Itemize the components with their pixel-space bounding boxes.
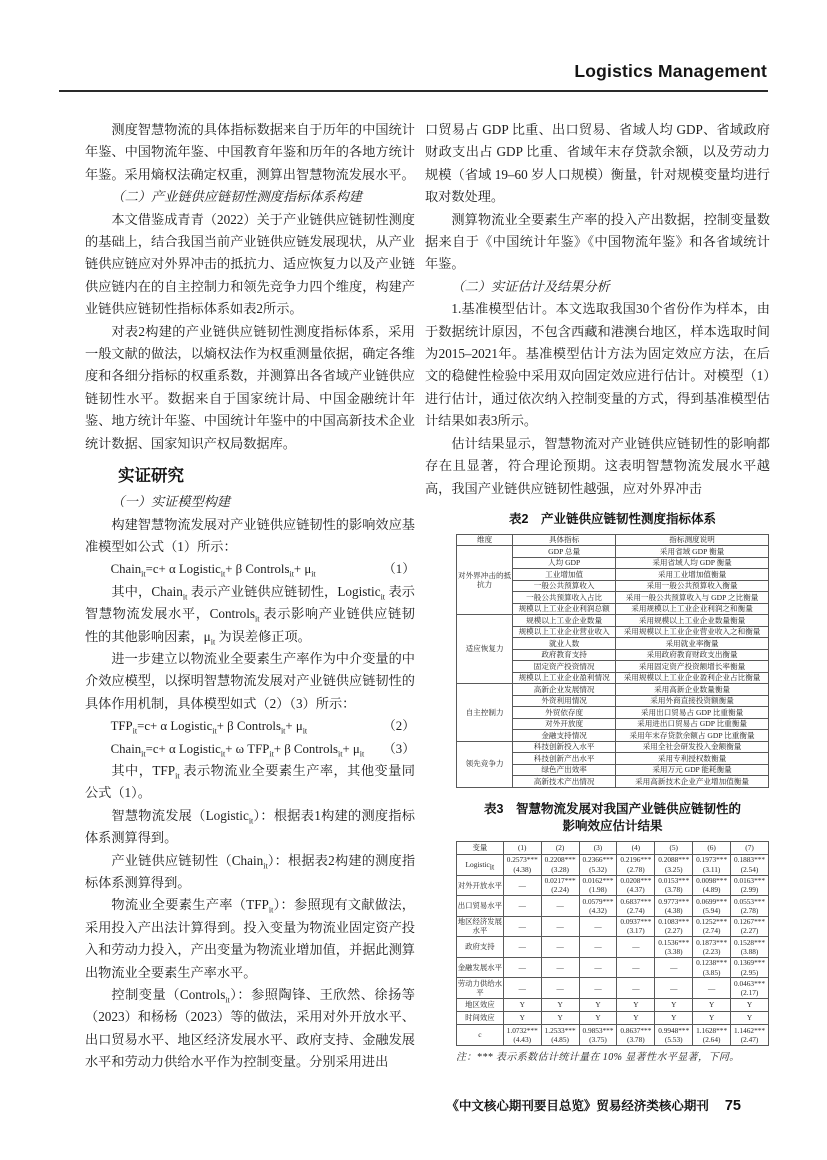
value-cell: — (617, 957, 655, 978)
indicator-cell: 规模以上工业企业利润总额 (513, 603, 616, 615)
table3-caption (456, 801, 769, 835)
equation-1 (85, 558, 415, 580)
column-header: (1) (503, 841, 541, 854)
variable-cell: 对外开放水平 (457, 875, 504, 896)
coefficient-cell: 0.1883*** (2.54) (731, 854, 769, 875)
dimension-cell: 领先竞争力 (457, 741, 513, 787)
paragraph: 1.基准模型估计。本文选取我国30个省份作为样本，由于数据统计原因，不包含西藏和港澳台地区，样本选取时间为2015–2021年。基准模型估计方法为固定效应方法，在后文的稳健性检验中采用双向固定效应进行估计。对模型（1）进行估计，通过依次纳入控制变量的方式，得到基准模型估计结果如表3所示。 (425, 301, 770, 429)
coefficient-cell: 1.1462*** (2.47) (731, 1025, 769, 1046)
indicator-cell: 金融支持情况 (513, 730, 616, 742)
coefficient-cell: 0.1973*** (3.11) (693, 854, 731, 875)
indicator-cell: 规模以上工业企业数量 (513, 615, 616, 627)
indicator-cell: 外资利用情况 (513, 695, 616, 707)
coefficient-cell: 0.1528*** (3.88) (731, 937, 769, 958)
table2-body (457, 546, 769, 788)
coefficient-cell: 0.0579*** (4.32) (579, 896, 617, 917)
value-cell: — (503, 937, 541, 958)
paragraph: 物流业全要素生产率$(TFP_{it})$：参照现有文献做法，采用投入产出法计算得到。投入变量为物流业固定资产投入和劳动力投入，产出变量为物流业增加值，并据此测算出物流业全要素生产率水平。 (85, 897, 415, 980)
paragraph: 估计结果显示，智慧物流对产业链供应链韧性的影响都存在且显著，符合理论预期。这表明智慧物流发展水平越高，我国产业链供应链韧性越强，应对外界冲击 (425, 435, 770, 496)
variable-cell: 金融发展水平 (457, 957, 504, 978)
equation-number: （1） (383, 562, 415, 577)
coefficient-cell: 0.0463*** (2.17) (731, 978, 769, 999)
coefficient-cell: 0.1536*** (3.38) (655, 937, 693, 958)
coefficient-cell: 0.1252*** (2.74) (693, 916, 731, 937)
measure-cell: 采用全社会研发投入金额衡量 (616, 741, 769, 753)
measure-cell: 采用高新企业数量衡量 (616, 684, 769, 696)
value-cell: — (579, 916, 617, 937)
table-row (457, 957, 769, 978)
indicator-cell: 外贸依存度 (513, 707, 616, 719)
equation-3 (85, 738, 415, 760)
equation-body: $TFP_{it}=c+ \alpha$ Logistic$_{it}$+ β Controls$_{it}$+ $\mu_{it}$ (110, 719, 308, 736)
indicator-cell: 规模以上工业企业营业收入 (513, 626, 616, 638)
table-row (457, 999, 769, 1012)
coefficient-cell: 1.1628*** (2.64) (693, 1025, 731, 1046)
value-cell: — (655, 957, 693, 978)
coefficient-cell: 0.0162*** (1.98) (579, 875, 617, 896)
coefficient-cell: 0.9853*** (3.75) (579, 1025, 617, 1046)
paragraph: 本文借鉴成青青（2022）关于产业链供应链韧性测度的基础上，结合我国当前产业链供应链发展现状，从产业链供应链应对外界冲击的抵抗力、适应恢复力以及产业链供应链内在的自主控制力和领先竞争力四个维度，构建产业链供应链韧性指标体系如表2所示。 (85, 211, 415, 317)
paragraph: 口贸易占 GDP 比重、出口贸易、省域人均 GDP、省域政府财政支出占 GDP 比重、省域年末存贷款余额，以及劳动力规模（省域 19–60 岁人口规模）衡量，针对规模变量均进行取对数处理。 (425, 122, 770, 205)
indicator-cell: 科技创新投入水平 (513, 741, 616, 753)
value-cell: Y (731, 1012, 769, 1025)
value-cell: — (655, 978, 693, 999)
table3-note: 注：*** 表示系数估计统计量在 10% 显著性水平显著，下同。 (456, 1051, 740, 1063)
table-row (457, 1025, 769, 1046)
dimension-cell: 适应恢复力 (457, 615, 513, 684)
measure-cell: 采用外商直接投资额衡量 (616, 695, 769, 707)
tables-zone (456, 511, 769, 1065)
value-cell: — (579, 957, 617, 978)
paragraph: 产业链供应链韧性（Chain$_{it}$）：根据表2构建的测度指标体系测算得到。 (85, 852, 416, 890)
subsection-heading: （一）实证模型构建 (111, 494, 231, 510)
dimension-cell: 对外界冲击的抵抗力 (457, 546, 513, 615)
paragraph: 测算物流业全要素生产率的投入产出数据，控制变量数据来自于《中国统计年鉴》《中国物流年鉴》和各省域统计年鉴。 (425, 211, 770, 272)
coefficient-cell: 0.8637*** (3.78) (617, 1025, 655, 1046)
value-cell: Y (655, 1012, 693, 1025)
left-column (85, 119, 415, 1074)
variable-cell: 地区效应 (457, 999, 504, 1012)
column-header: (5) (655, 841, 693, 854)
paragraph: 构建智慧物流发展对产业链供应链韧性的影响效应基准模型如公式（1）所示： (85, 516, 415, 554)
coefficient-cell: 0.2088*** (3.25) (655, 854, 693, 875)
coefficient-cell: 0.0163*** (2.99) (731, 875, 769, 896)
paragraph: 智慧物流发展（Logistic$_{it}$）：根据表1构建的测度指标体系测算得到。 (85, 807, 415, 846)
value-cell: Y (503, 1012, 541, 1025)
table-row (457, 741, 769, 753)
coefficient-cell: 0.6837*** (2.74) (617, 896, 655, 917)
column-header: 变量 (457, 841, 504, 854)
table-row (457, 684, 769, 696)
coefficient-cell: 0.0937*** (3.17) (617, 916, 655, 937)
table2-header-row (457, 534, 769, 546)
footer (446, 1096, 741, 1114)
value-cell: Y (579, 1012, 617, 1025)
measure-cell: 采用政府教育财政支出衡量 (616, 649, 769, 661)
coefficient-cell: 1.0732*** (4.43) (503, 1025, 541, 1046)
header-rule (59, 90, 768, 92)
coefficient-cell: 0.1873*** (2.23) (693, 937, 731, 958)
coefficient-cell: 0.2208*** (3.28) (541, 854, 579, 875)
table-row (457, 615, 769, 627)
indicator-cell: 高新技术产出情况 (513, 776, 616, 788)
measure-cell: 采用年末存贷款余额占 GDP 比重衡量 (616, 730, 769, 742)
measure-cell: 采用一般公共预算收入与 GDP 之比衡量 (616, 592, 769, 604)
value-cell: — (541, 916, 579, 937)
value-cell: — (503, 916, 541, 937)
table3-caption-line2: 影响效应估计结果 (562, 818, 663, 833)
measure-cell: 采用规模以上工业企业盈利企业占比衡量 (616, 672, 769, 684)
coefficient-cell: 0.0153*** (3.78) (655, 875, 693, 896)
section-heading: 实证研究 (118, 467, 184, 486)
indicator-cell: 工业增加值 (513, 569, 616, 581)
table-row (457, 1012, 769, 1025)
coefficient-cell: 0.0553*** (2.78) (731, 896, 769, 917)
value-cell: Y (503, 999, 541, 1012)
value-cell: — (541, 937, 579, 958)
value-cell: — (541, 957, 579, 978)
journal-info: 《中文核心期刊要目总览》贸易经济类核心期刊 (446, 1099, 709, 1113)
coefficient-cell: 0.2196*** (2.78) (617, 854, 655, 875)
indicator-cell: 高新企业发展情况 (513, 684, 616, 696)
column-header: (6) (693, 841, 731, 854)
variable-cell: 出口贸易水平 (457, 896, 504, 917)
column-header: (3) (579, 841, 617, 854)
measure-cell: 采用省域人均 GDP 衡量 (616, 557, 769, 569)
dimension-cell: 自主控制力 (457, 684, 513, 742)
right-column (425, 119, 770, 1065)
coefficient-cell: 0.1369*** (2.95) (731, 957, 769, 978)
measure-cell: 采用进出口贸易占 GDP 比重衡量 (616, 718, 769, 730)
value-cell: Y (655, 999, 693, 1012)
measure-cell: 采用一般公共预算收入衡量 (616, 580, 769, 592)
measure-cell: 采用出口贸易占 GDP 比重衡量 (616, 707, 769, 719)
coefficient-cell: 0.1238*** (3.85) (693, 957, 731, 978)
table2-indicator-system (456, 534, 769, 788)
variable-cell: 劳动力供给水平 (457, 978, 503, 998)
equation-2 (85, 715, 415, 737)
measure-cell: 采用高新技术企业产业增加值衡量 (616, 776, 769, 788)
measure-cell: 采用固定资产投资额增长率衡量 (616, 661, 769, 673)
table-row (457, 896, 769, 917)
indicator-cell: 固定资产投资情况 (513, 661, 616, 673)
table-row (457, 546, 769, 558)
coefficient-cell: 0.2573*** (4.38) (503, 854, 541, 875)
measure-cell: 采用就业率衡量 (616, 638, 769, 650)
coefficient-cell: 0.0217*** (2.24) (541, 875, 579, 896)
subsection-heading: （二）实证估计及结果分析 (451, 278, 610, 294)
column-header: 指标测度说明 (616, 534, 769, 546)
paragraph: 测度智慧物流的具体指标数据来自于历年的中国统计年鉴、中国物流年鉴、中国教育年鉴和历年的各地方统计年鉴。采用熵权法确定权重，测算出智慧物流发展水平。 (85, 122, 415, 182)
table3-regression-results (456, 841, 769, 1046)
coefficient-cell: 0.0208*** (4.37) (617, 875, 655, 896)
paragraph: 进一步建立以物流业全要素生产率作为中介变量的中介效应模型，以探明智慧物流发展对产业链供应链韧性的具体作用机制，具体模型如式（2）（3）所示： (85, 650, 415, 711)
value-cell: — (503, 957, 541, 978)
table-row (457, 937, 769, 958)
indicator-cell: 绿色产出效率 (513, 764, 616, 776)
coefficient-cell: 0.1267*** (2.27) (731, 916, 769, 937)
measure-cell: 采用专利授权数衡量 (616, 753, 769, 765)
column-header: 具体指标 (513, 534, 616, 546)
value-cell: — (503, 875, 541, 896)
variable-cell: 地区经济发展水平 (457, 917, 503, 936)
table2-caption: 表2 产业链供应链韧性测度指标体系 (509, 511, 716, 526)
value-cell: — (617, 978, 655, 999)
value-cell: — (503, 896, 541, 917)
column-header: (2) (541, 841, 579, 854)
value-cell: Y (541, 1012, 579, 1025)
coefficient-cell: 1.2533*** (4.85) (541, 1025, 579, 1046)
indicator-cell: 科技创新产出水平 (513, 753, 616, 765)
value-cell: — (579, 978, 617, 999)
coefficient-cell: 0.2366*** (5.32) (579, 854, 617, 875)
indicator-cell: 一般公共预算收入占比 (513, 592, 616, 604)
table3-header-row (457, 841, 769, 854)
subsection-heading: （二）产业链供应链韧性测度指标体系构建 (111, 189, 362, 205)
column-header: (4) (617, 841, 655, 854)
paragraph: 其中，Chain$_{it}$ 表示产业链供应链韧性，Logistic$_{it}$ 表示智慧物流发展水平，Controls$_{it}$ 表示影响产业链供应链韧性的其他影响因素，$\mu_{it}$ 为误差修正项。 (85, 583, 415, 647)
column-header: 维度 (457, 534, 513, 546)
indicator-cell: 对外开放度 (513, 718, 616, 730)
value-cell: — (579, 937, 617, 958)
equation-number: （3） (383, 741, 415, 756)
value-cell: — (541, 978, 579, 999)
indicator-cell: 规模以上工业企业盈利情况 (513, 672, 616, 684)
value-cell: Y (693, 999, 731, 1012)
paragraph: 控制变量（Controls$_{it}$）：参照陶锋、王欣然、徐扬等（2023）和杨杨（2023）等的做法，采用对外开放水平、出口贸易水平、地区经济发展水平、政府支持、金融发展水平和劳动力供给水平作为控制变量。分别采用进出 (85, 987, 415, 1070)
value-cell: Y (617, 1012, 655, 1025)
value-cell: Y (541, 999, 579, 1012)
value-cell: Y (579, 999, 617, 1012)
table3-caption-line1: 表3 智慧物流发展对我国产业链供应链韧性的 (484, 801, 741, 816)
table-row (457, 854, 769, 875)
value-cell: Y (693, 1012, 731, 1025)
coefficient-cell: 0.9948*** (5.53) (655, 1025, 693, 1046)
variable-cell: Logistic$_{it}$ (457, 854, 504, 875)
indicator-cell: 一般公共预算收入 (513, 580, 616, 592)
value-cell: — (541, 896, 579, 917)
indicator-cell: 人均 GDP (513, 557, 616, 569)
value-cell: — (617, 937, 655, 958)
variable-cell: 政府支持 (457, 937, 504, 958)
indicator-cell: 就业人数 (513, 638, 616, 650)
paragraph: 对表2构建的产业链供应链韧性测度指标体系，采用一般文献的做法，以熵权法作为权重测量依据，确定各维度和各细分指标的权重系数，并测算出各省域产业链供应链韧性水平。数据来自于国家统计局、中国金融统计年鉴、地方统计年鉴、中国统计年鉴中的中国高新技术企业统计数据、国家知识产权局数据库。 (85, 323, 415, 451)
equation-body: Chain$_{it}$=c+ α Logistic$_{it}$+ β Controls$_{it}$+ $\mu_{it}$ (110, 562, 316, 579)
measure-cell: 采用工业增加值衡量 (616, 569, 769, 581)
indicator-cell: GDP 总量 (513, 546, 616, 558)
measure-cell: 采用规模以上工业企业利润之和衡量 (616, 603, 769, 615)
paragraph: 其中，$TFP_{it}$ 表示物流业全要素生产率，其他变量同公式（1）。 (85, 762, 415, 801)
variable-cell: c (457, 1025, 504, 1046)
value-cell: — (693, 978, 731, 999)
indicator-cell: 政府教育支持 (513, 649, 616, 661)
value-cell: — (503, 978, 541, 999)
coefficient-cell: 0.9773*** (4.38) (655, 896, 693, 917)
coefficient-cell: 0.0098*** (4.89) (693, 875, 731, 896)
equation-body: Chain$_{it}$=c+ α Logistic$_{it}$+ ω $TFP_{it}+ \beta$ Controls$_{it}$+ $\mu_{it}$ (110, 741, 365, 759)
table-row (457, 875, 769, 896)
table-row (457, 916, 769, 937)
table-row (457, 978, 769, 999)
running-head: Logistics Management (574, 61, 767, 81)
variable-cell: 时间效应 (457, 1012, 504, 1025)
measure-cell: 采用规模以上工业企业数量衡量 (616, 615, 769, 627)
value-cell: Y (731, 999, 769, 1012)
value-cell: Y (617, 999, 655, 1012)
column-header: (7) (731, 841, 769, 854)
table3-body (457, 854, 769, 1045)
coefficient-cell: 0.0699*** (5.94) (693, 896, 731, 917)
measure-cell: 采用万元 GDP 能耗衡量 (616, 764, 769, 776)
page-number: 75 (724, 1098, 741, 1114)
measure-cell: 采用省域 GDP 衡量 (616, 546, 769, 558)
measure-cell: 采用规模以上工业企业营业收入之和衡量 (616, 626, 769, 638)
equation-number: （2） (383, 719, 415, 734)
coefficient-cell: 0.1083*** (2.27) (655, 916, 693, 937)
